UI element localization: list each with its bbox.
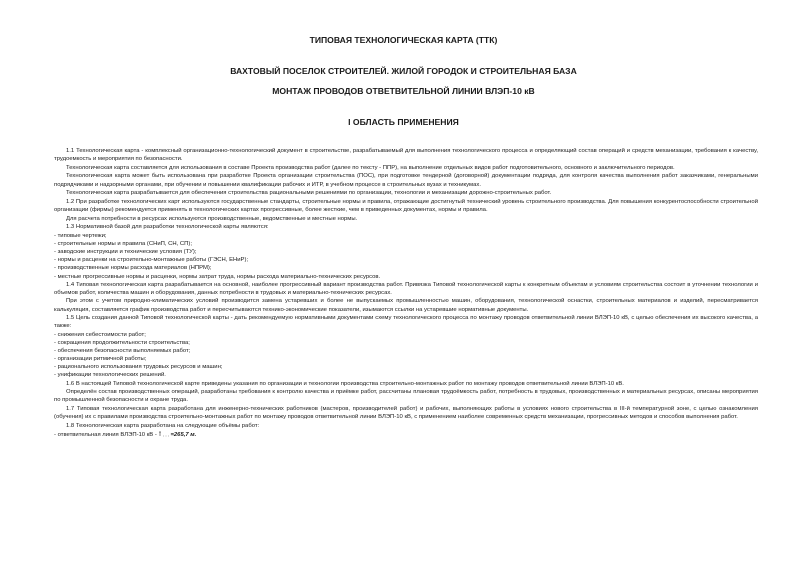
document-body [54,147,758,439]
paragraph: При этом с учетом природно-климатических условий производится замена устаревших и более не выпускаемых промышленностью машин, оборудования, технологической оснастки, строительных материалов и изделий, пересматривается калькуляция, составляется график производства работ и пересчитываются технико-экономические показатели, изымаются ссылки на устаревшие нормативные документы. [54,298,758,313]
paragraph: 1.1 Технологическая карта - комплексный организационно-технологический документ в строительстве, разрабатываемый для выполнения технологического процесса и определяющий состав операций и средств механизации, требования к качеству, трудоемкость и мероприятия по безопасности. [54,148,758,163]
paragraph: 1.7 Типовая технологическая карта разработана для инженерно-технических работников (мастеров, производителей работ) и рабочих, выполняющих работы в условиях нового строительства в III-й температурной зоне, с целью ознакомления (обучения) их с правилами производства строительно-монтажных работ по монтажу проводов ответвительной линии ВЛЭП-10 кВ, с применением наиболее современных средств механизации, прогрессивных методов и способов выполнения работ. [54,406,758,421]
document-subtitle: ВАХТОВЫЙ ПОСЕЛОК СТРОИТЕЛЕЙ. ЖИЛОЙ ГОРОДОК И СТРОИТЕЛЬНАЯ БАЗА [230,66,577,76]
paragraph: 1.3 Нормативной базой для разработки технологической карты являются: [66,224,269,231]
paragraph: Технологическая карта составляется для использования в составе Проекта производства работ (далее по тексту - ППР), на выполнение отдельных видов работ подготовительного, основного и заключительного периодов. [66,164,675,171]
paragraph: 1.2 При разработке технологических карт используются государственные стандарты, строительные нормы и правила, отражающие достигнутый технический уровень строительного производства. Для повышения конкурентоспособности строительной организации (фирмы) рекомендуется применять в технологических картах прогрессивные, более жесткие, чем в приведенных документах, нормы и правила. [54,198,758,214]
paragraph: Технологическая карта разрабатывается для обеспечения строительства рациональными решениями по организации, технологии и механизации дорожно-строительных работ. [66,190,552,197]
list-item: - обеспечения безопасности выполняемых работ; [54,348,191,355]
list-item: - производственные нормы расхода материалов (НПРМ); [54,265,212,272]
paragraph: Технологическая карта может быть использована при разработке Проекта организации строительства (ПОС), при подготовке тендерной (договорной) документации подряда, для контроля качества выполнения работ заказчиками, генеральными подрядчиками и надзорными органами, при обучении и повышении квалификации рабочих и ИТР, в учебном процессе в строительных вузах и техникумах. [54,173,758,188]
volume-line-value: =265,7 м. [170,431,197,438]
paragraph: Определён состав производственных операций, разработаны требования к контролю качества и приёмке работ, рассчитаны плановая трудоёмкость работ, потребность в трудовых, производственных и материальных ресурсах, описаны мероприятия по промышленной безопасности и охране труда. [54,389,758,404]
list-item: - снижения себестоимости работ; [54,332,146,338]
volume-line [54,431,758,439]
list-item: - сокращения продолжительности строительства; [54,340,190,347]
document-title: ТИПОВАЯ ТЕХНОЛОГИЧЕСКАЯ КАРТА (ТТК) [309,35,498,45]
formula-symbol-icon [158,431,170,437]
paragraph: Для расчета потребности в ресурсах используются производственные, ведомственные и местные нормы. [66,215,358,222]
list-item: - строительные нормы и правила (СНиП, СН, СП); [54,241,193,248]
list-item: - рационального использования трудовых ресурсов и машин; [54,364,223,371]
list-item: - нормы и расценки на строительно-монтажные работы (ГЭСН, ЕНиР); [54,257,249,264]
list-item: - типовые чертежи; [54,233,107,240]
list-item: - унификации технологических решений. [54,372,166,379]
paragraph: 1.5 Цель создания данной Типовой технологической карты - дать рекомендуемую нормативными документами схему технологического процесса по монтажу проводов ответвительной линии ВЛЭП-10 кВ, с целью обеспечения их высокого качества, а также: [54,315,758,330]
paragraph: 1.6 В настоящей Типовой технологической карте приведены указания по организации и технологии производства строительно-монтажных работ по монтажу проводов ответвительной линии ВЛЭП-10 кВ. [66,380,624,387]
paragraph: 1.8 Технологическая карта разработана на следующие объёмы работ: [66,422,260,429]
list-item: - заводские инструкции и технические условия (ТУ); [54,249,197,256]
section-heading: I ОБЛАСТЬ ПРИМЕНЕНИЯ [348,117,459,127]
volume-line-prefix: - ответвительная линия ВЛЭП-10 кВ - [54,431,159,438]
paragraph: 1.4 Типовая технологическая карта разрабатывается на основной, наиболее прогрессивный вариант производства работ. Привязка Типовой технологической карты к конкретным объектам и условиям строительства состоит в уточнении технологии и объемов работ, количества машин и оборудования, данных потребности в трудовых и материально-технических ресурсах. [54,281,758,296]
list-item: - местные прогрессивные нормы и расценки, нормы затрат труда, нормы расхода материально-технических ресурсов. [54,273,381,280]
list-item: - организации ритмичной работы; [54,356,147,363]
document-subtitle-2: МОНТАЖ ПРОВОДОВ ОТВЕТВИТЕЛЬНОЙ ЛИНИИ ВЛЭП-10 кВ [272,86,535,96]
